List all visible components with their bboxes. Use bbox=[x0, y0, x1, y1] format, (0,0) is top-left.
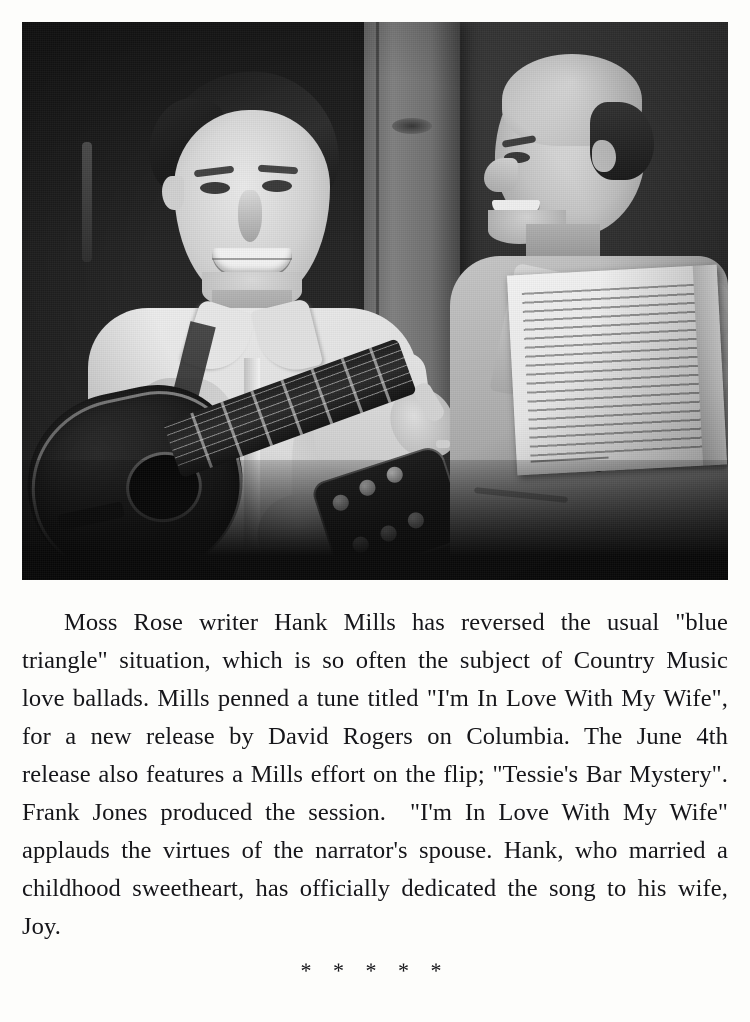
caption-text bbox=[22, 604, 728, 946]
left-man-smile bbox=[212, 248, 292, 274]
photograph bbox=[22, 22, 728, 580]
right-man-ear bbox=[592, 140, 616, 172]
lyric-sheet-text-lines bbox=[522, 284, 702, 457]
left-man-nose bbox=[238, 190, 262, 242]
right-man-nose bbox=[484, 158, 518, 192]
lyric-sheet bbox=[507, 265, 727, 476]
left-man-lip-line bbox=[212, 258, 292, 260]
caption-paragraph-continued: "I'm In Love With My Wife" applauds the virtues of the narrator's spouse. Hank, who married a childhood sweetheart, has officially dedicated the song to his wife, Joy. bbox=[22, 799, 728, 940]
photo-foreground-shadow bbox=[22, 460, 728, 580]
left-man-eye-right bbox=[262, 180, 292, 192]
left-man-ear bbox=[162, 176, 184, 210]
section-divider: * * * * * bbox=[300, 958, 450, 983]
left-man-eye-left bbox=[200, 182, 230, 194]
caption-paragraph: Moss Rose writer Hank Mills has reversed the usual "blue triangle" situation, which is so often the subject of Country Music love ballads. Mills penned a tune titled "I'm In Love With My Wife", for a new release by David Rogers on Columbia. The June 4th release also features a Mills effort on the flip; "Tessie's Bar Mystery". Frank Jones produced the session. bbox=[22, 609, 728, 826]
